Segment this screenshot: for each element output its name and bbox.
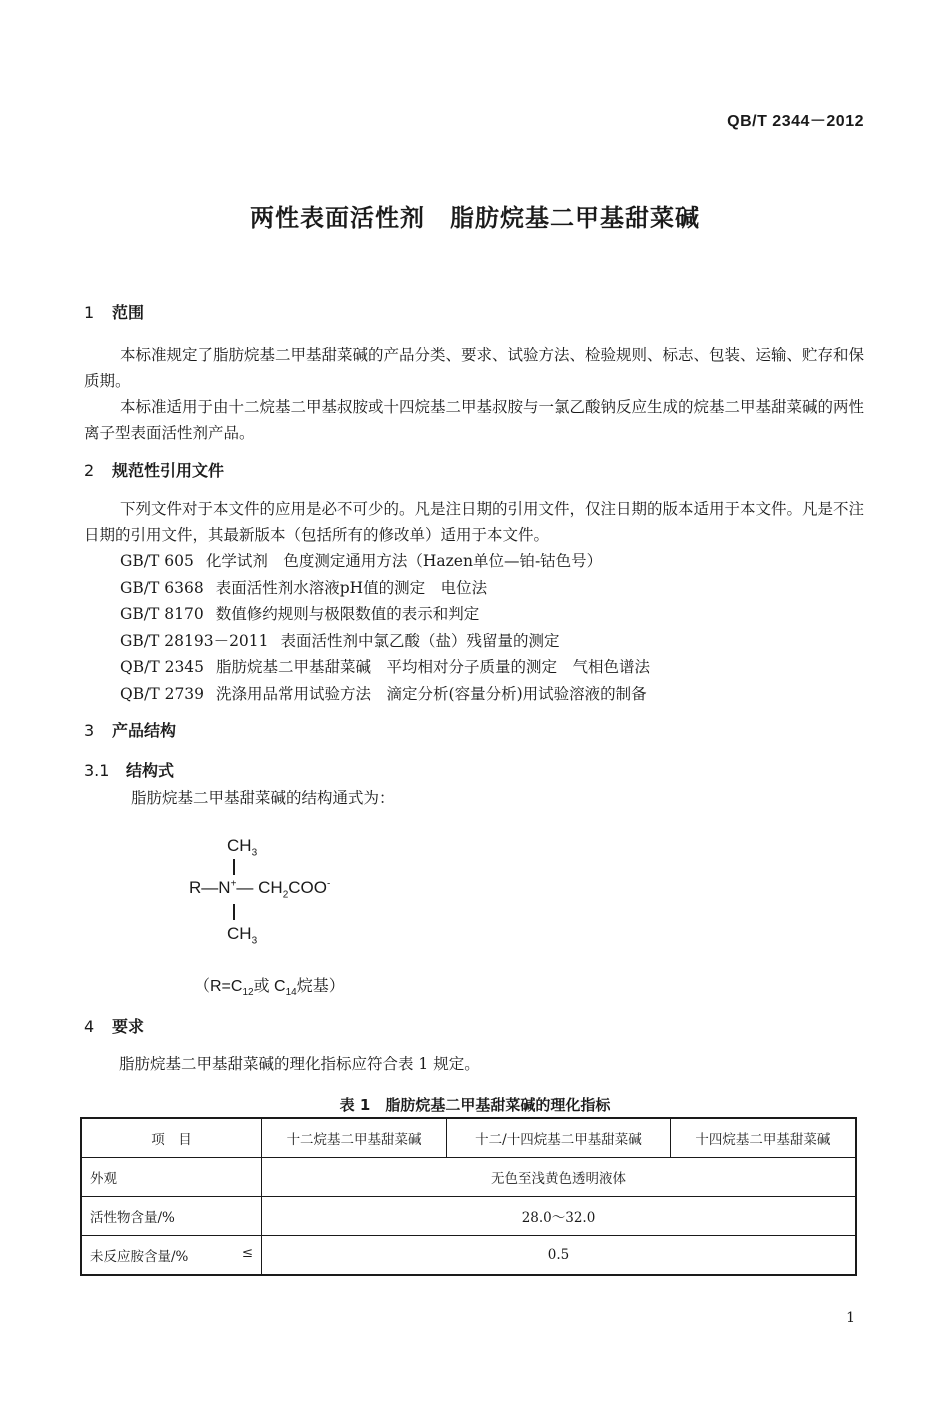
section-title: 要求 [112,1017,145,1036]
reference-title: 表面活性剂中氯乙酸（盐）残留量的测定 [280,631,560,650]
section-3-heading [84,718,176,741]
formula-bottom-bond [233,904,235,920]
reference-item [120,628,650,655]
scope-paragraph-2: 本标准适用于由十二烷基二甲基叔胺或十四烷基二甲基叔胺与一氯乙酸钠反应生成的烷基二甲基甜菜碱的两性离子型表面活性剂产品。 [84,398,865,442]
reference-title: 化学试剂 色度测定通用方法（Hazen单位—铂-钴色号） [205,552,603,570]
table-caption: 表 1 脂肪烷基二甲基甜菜碱的理化指标 [339,1096,611,1114]
section-4-heading [84,1014,144,1037]
section-number: 4 [84,1017,95,1036]
table-row [81,1197,856,1236]
standard-code: QB/T 2344－2012 [727,113,864,130]
document-title: 两性表面活性剂 脂肪烷基二甲基甜菜碱 [250,204,700,232]
section-number: 1 [84,303,95,322]
section-1-heading [84,300,144,323]
normative-intro: 下列文件对于本文件的应用是必不可少的。凡是注日期的引用文件，仅注日期的版本适用于本文件。凡是不注日期的引用文件，其最新版本（包括所有的修改单）适用于本文件。 [84,500,865,544]
reference-item [120,548,650,575]
section-title: 产品结构 [112,721,177,740]
reference-item [120,601,650,628]
table-header-cell: 项 目 [81,1118,262,1158]
reference-title: 表面活性剂水溶液pH值的测定 电位法 [215,578,488,597]
table-header-cell: 十二/十四烷基二甲基甜菜碱 [447,1118,671,1158]
reference-title: 数值修约规则与极限数值的表示和判定 [215,605,480,623]
comparator-symbol: ≤ [241,1245,253,1261]
reference-code: GB/T 605 [120,552,194,570]
structural-formula [185,832,385,952]
subsection-title: 结构式 [126,761,175,780]
structure-intro: 脂肪烷基二甲基甜菜碱的结构通式为： [131,789,395,807]
reference-code: GB/T 8170 [120,605,204,623]
table-value-cell: 0.5 [262,1236,857,1276]
subsection-number: 3.1 [84,761,110,780]
table-item-cell: 未反应胺含量/% ≤ [81,1236,262,1276]
reference-code: QB/T 2345 [120,658,205,676]
reference-title: 脂肪烷基二甲基甜菜碱 平均相对分子质量的测定 气相色谱法 [216,658,651,676]
formula-bottom-methyl: $CH_3$ [227,924,258,947]
formula-top-bond [233,859,235,875]
scope-paragraph-1: 本标准规定了脂肪烷基二甲基甜菜碱的产品分类、要求、试验方法、检验规则、标志、包装、运输、贮存和保质期。 [84,346,865,390]
page-number: 1 [846,1310,855,1326]
table-header-row [81,1118,856,1158]
table-header-cell: 十四烷基二甲基甜菜碱 [670,1118,856,1158]
table-item-cell: 外观 [81,1158,262,1197]
formula-note: （$R=C_{12}$或 $C_{14}$烷基） [194,978,345,999]
reference-item [120,654,650,681]
reference-item [120,575,650,602]
section-title: 规范性引用文件 [112,461,225,480]
reference-code: GB/T 28193－2011 [120,631,269,650]
reference-list [120,548,650,707]
subsection-3-1-heading [84,758,174,781]
requirements-intro: 脂肪烷基二甲基甜菜碱的理化指标应符合表 1 规定。 [119,1055,480,1073]
table-value-cell: 无色至浅黄色透明液体 [262,1158,857,1197]
reference-item [120,681,650,708]
formula-top-methyl: $CH_3$ [227,836,258,859]
reference-title: 洗涤用品常用试验方法 滴定分析(容量分析)用试验溶液的制备 [216,684,647,703]
section-2-heading [84,458,224,481]
section-title: 范围 [112,303,145,322]
table-value-cell: 28.0～32.0 [262,1197,857,1236]
spec-table [80,1117,857,1276]
reference-code: QB/T 2739 [120,684,205,703]
section-number: 2 [84,461,95,480]
reference-code: GB/T 6368 [120,578,204,597]
table-row [81,1236,856,1276]
section-number: 3 [84,721,95,740]
formula-main-chain: R—N+— $CH_2COO^-$ [189,878,331,901]
table-header-cell: 十二烷基二甲基甜菜碱 [262,1118,447,1158]
table-item-cell: 活性物含量/% [81,1197,262,1236]
table-row [81,1158,856,1197]
